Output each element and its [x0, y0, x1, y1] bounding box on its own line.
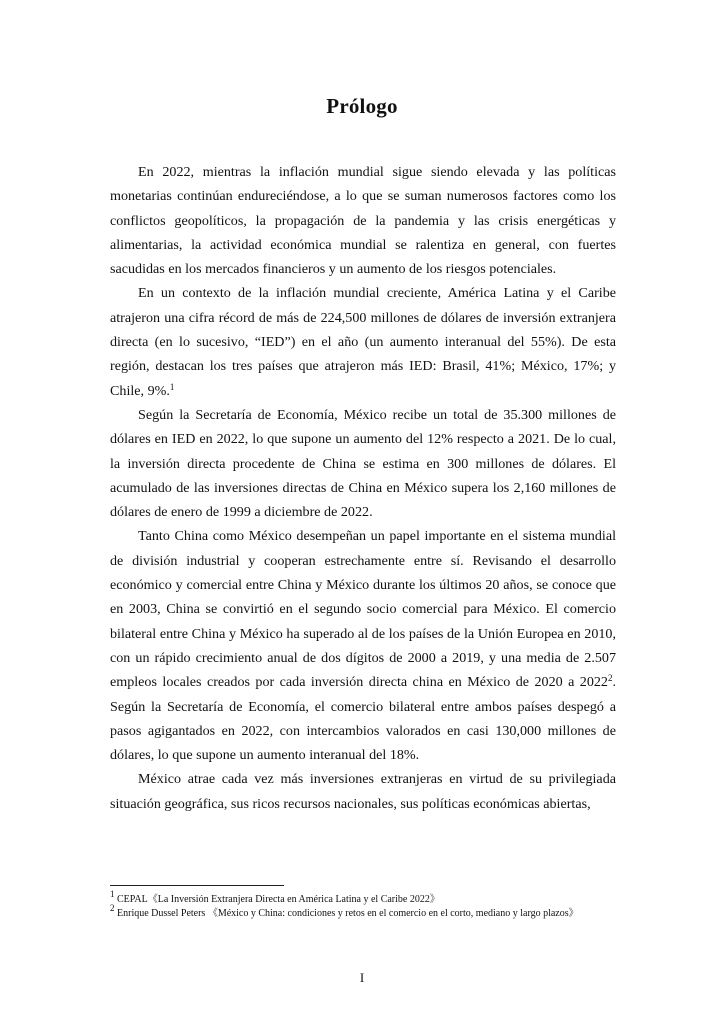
paragraph-1	[110, 160, 616, 281]
paragraph-2-text: En un contexto de la inflación mundial creciente, América Latina y el Caribe atrajeron una cifra récord de más de 224,500 millones de dólares de inversión extranjera directa (en lo sucesivo, “IED”) en el año (un aumento interanual del 55%). De esta región, destacan los tres países que atrajeron más IED: Brasil, 41%; México, 17%; y Chile, 9%.	[110, 285, 616, 399]
page-title: Prólogo	[326, 94, 398, 118]
paragraph-3	[110, 403, 616, 524]
footnote-1-text: CEPAL《La Inversión Extranjera Directa en América Latina y el Caribe 2022》	[114, 894, 440, 905]
footnote-divider	[110, 885, 284, 886]
paragraph-5-text: México atrae cada vez más inversiones extranjeras en virtud de su privilegiada situación geográfica, sus ricos recursos nacionales, sus políticas económicas abiertas,	[110, 771, 616, 812]
footnote-2-text: Enrique Dussel Peters 《México y China: condiciones y retos en el comercio en el corto, mediano y largo plazos》	[114, 907, 579, 919]
footnote-1	[110, 889, 616, 907]
paragraph-3-text: Según la Secretaría de Economía, México recibe un total de 35.300 millones de dólares en IED en 2022, lo que supone un aumento del 12% respecto a 2021. De lo cual, la inversión directa procedente de China se estima en 300 millones de dólares. El acumulado de las inversiones directas de China en México supera los 2,160 millones de dólares de enero de 1999 a diciembre de 2022.	[110, 406, 616, 521]
footnote-ref-1[interactable]: 1	[169, 381, 175, 392]
page-number: I	[359, 970, 365, 985]
footnote-2-mark: 2	[110, 902, 115, 913]
paragraph-4-tail: . Según la Secretaría de Economía, el comercio bilateral entre ambos países despegó a pasos agigantados en 2022, con intercambios valorados en casi 130,000 millones de dólares, lo que supone un aumento interanual del 18%.	[110, 674, 616, 764]
footnotes	[110, 889, 616, 920]
footnote-2	[110, 902, 616, 921]
body-text	[110, 160, 616, 816]
footnote-ref-2[interactable]: 2	[607, 673, 613, 684]
footnote-1-mark: 1	[110, 889, 115, 899]
paragraph-1-text: En 2022, mientras la inflación mundial sigue siendo elevada y las políticas monetarias continúan endureciéndose, a lo que se suman numerosos factores como los conflictos geopolíticos, la propagación de la pandemia y las crisis energéticas y alimentarias, la actividad económica mundial se ralentiza en general, con fuertes sacudidas en los mercados financieros y un aumento de los riesgos potenciales.	[110, 164, 616, 278]
paragraph-4	[110, 524, 616, 767]
paragraph-4-text: Tanto China como México desempeñan un papel importante en el sistema mundial de división industrial y cooperan estrechamente entre sí. Revisando el desarrollo económico y comercial entre China y México durante los últimos 20 años, se conoce que en 2003, China se convirtió en el segundo socio comercial para México. El comercio bilateral entre China y México ha superado al de los países de la Unión Europea en 2010, con un rápido crecimiento anual de dos dígitos de 2000 a 2019, y una media de 2.507 empleos locales creados por cada inversión directa china en México de 2020 a 2022	[110, 528, 616, 691]
paragraph-5	[110, 767, 616, 816]
paragraph-2	[110, 281, 616, 402]
